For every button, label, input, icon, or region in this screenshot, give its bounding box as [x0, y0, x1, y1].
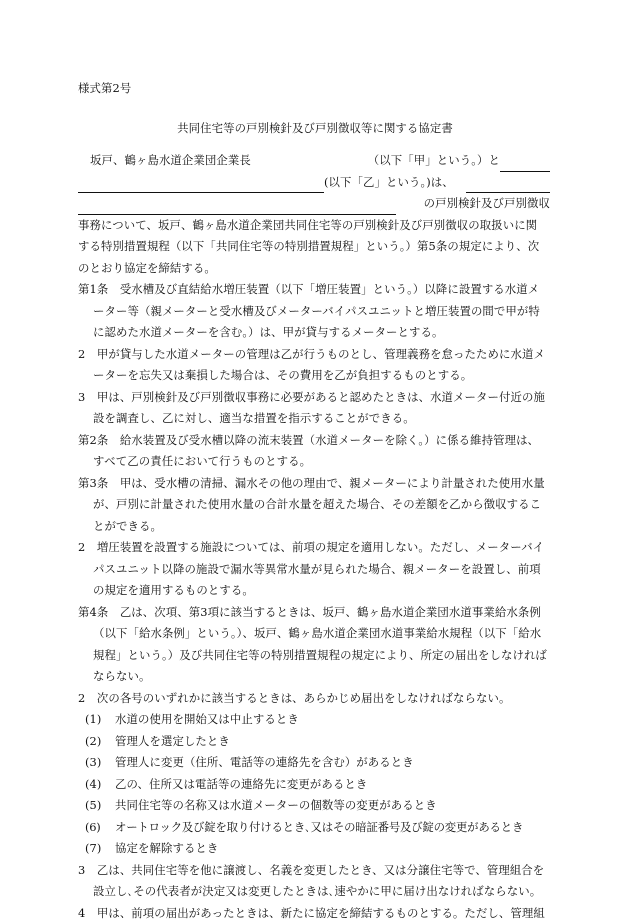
article-1-para-2: 2 甲が貸与した水道メーターの管理は乙が行うものとし、管理義務を怠ったために水道メーターを忘失又は棄損した場合は、その費用を乙が負担するものとする。: [78, 344, 550, 387]
party-a-suffix: （以下「甲」という。）と: [368, 150, 500, 172]
list-item: (6) オートロック及び錠を取り付けるとき､又はその暗証番号及び錠の変更があるとき: [78, 817, 550, 839]
preamble-text-rest: する特別措置規程（以下「共同住宅等の特別措置規程」という。）第5条の規定により、次のとおり協定を締結する。: [78, 236, 550, 279]
list-item: (3) 管理人に変更（住所、電話等の連絡先を含む）があるとき: [78, 752, 550, 774]
list-item: (4) 乙の、住所又は電話等の連絡先に変更があるとき: [78, 774, 550, 796]
article-4-para-3: 3 乙は、共同住宅等を他に譲渡し、名義を変更したとき、又は分譲住宅等で、管理組合を設立し､その代表者が決定又は変更したときは､速やかに甲に届け出なければならない。: [78, 860, 550, 903]
document-body: [78, 150, 550, 924]
article-1: 第1条 受水槽及び直結給水増圧装置（以下「増圧装置」という。）以降に設置する水道メーター等（親メーターと受水槽及びメーターバイパスユニットと増圧装置の間で甲が特に認めた水道メーターを含む。）は、甲が貸与するメーターとする。: [78, 279, 550, 344]
party-b-suffix: (以下「乙」という。)は、: [324, 172, 454, 194]
article-1-para-3: 3 甲は、戸別検針及び戸別徴収事務に必要があると認めたときは、水道メーター付近の施設を調査し、乙に対し、適当な措置を指示することができる。: [78, 387, 550, 430]
list-item: (1) 水道の使用を開始又は中止するとき: [78, 709, 550, 731]
preamble-line-1: [78, 150, 550, 172]
article-3-para-2: 2 増圧装置を設置する施設については、前項の規定を適用しない。ただし、メーターバイパスユニット以降の施設で漏水等異常水量が見られた場合、親メーターを設置し、前項の規定を適用するものとする。: [78, 537, 550, 602]
list-item: (5) 共同住宅等の名称又は水道メーターの個数等の変更があるとき: [78, 795, 550, 817]
preamble-text-1: 事務について、坂戸、鶴ヶ島水道企業団共同住宅等の戸別検針及び戸別徴収の取扱いに関: [78, 215, 550, 237]
article-3: 第3条 甲は、受水槽の清掃、漏水その他の理由で、親メーターにより計量された使用水量が、戸別に計量された使用水量の合計水量を超えた場合、その差額を乙から徴収することができる。: [78, 473, 550, 538]
article-4-para-2: 2 次の各号のいずれかに該当するときは、あらかじめ届出をしなければならない。: [78, 688, 550, 710]
list-item: (2) 管理人を選定したとき: [78, 731, 550, 753]
article-4: 第4条 乙は、次項、第3項に該当するときは、坂戸、鶴ヶ島水道企業団水道事業給水条例（以下「給水条例」という。）、坂戸、鶴ヶ島水道企業団水道事業給水規程（以下「給水規程」という。）及び共同住宅等の特別措置規程の規定により、所定の届出をしなければならない。: [78, 602, 550, 688]
document-title: 共同住宅等の戸別検針及び戸別徴収等に関する協定書: [0, 118, 630, 140]
preamble-line-3: [78, 193, 550, 215]
party-b-blank-1: [500, 156, 550, 172]
article-4-para-4: 4 甲は、前項の届出があったときは、新たに協定を締結するものとする。ただし、管理組: [78, 903, 550, 924]
preamble-line-2: [78, 172, 550, 194]
property-blank-2: [78, 199, 396, 215]
party-b-blank-2: [78, 177, 324, 193]
list-item: (7) 協定を解除するとき: [78, 838, 550, 860]
property-blank-1: [466, 177, 550, 193]
form-number: 様式第2号: [78, 78, 131, 100]
article-2: 第2条 給水装置及び受水槽以降の流末装置（水道メーターを除く。）に係る維持管理は、すべて乙の責任において行うものとする。: [78, 430, 550, 473]
party-a-name: 坂戸、鶴ヶ島水道企業団企業長: [78, 150, 251, 172]
subject-suffix: の戸別検針及び戸別徴収: [424, 193, 550, 215]
